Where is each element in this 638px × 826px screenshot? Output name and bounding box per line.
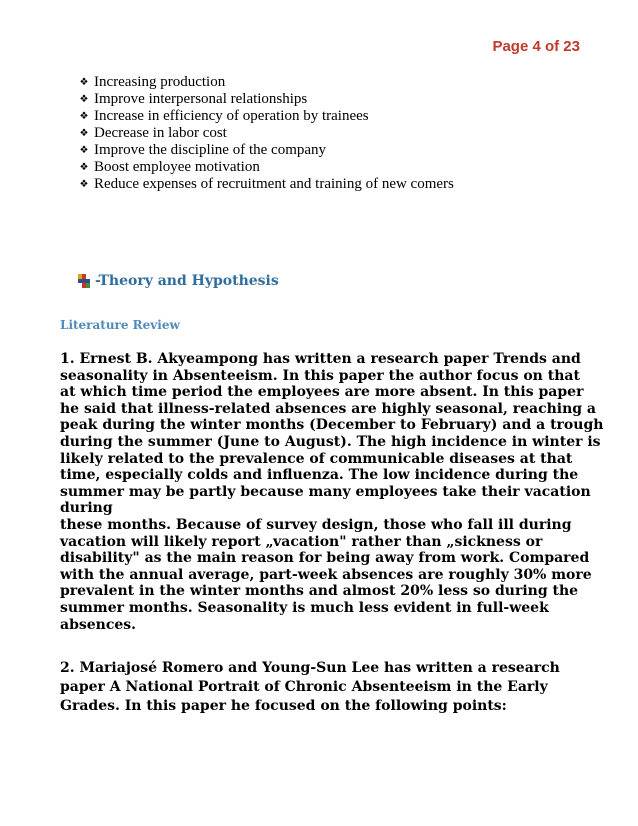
text-line: 2. Mariajosé Romero and Young-Sun Lee has written a research bbox=[60, 660, 560, 676]
diamond-bullet-icon: ❖ bbox=[79, 162, 89, 173]
text-line: during the summer (June to August). The high incidence in winter is bbox=[60, 433, 601, 450]
literature-review-heading: Literature Review bbox=[60, 318, 180, 332]
text-line: absences. bbox=[60, 616, 137, 633]
text-line: peak during the winter months (December to February) and a trough bbox=[60, 417, 604, 434]
paragraph-akyeampong bbox=[60, 351, 604, 633]
list-item-text: Improve interpersonal relationships bbox=[94, 91, 308, 107]
text-line: seasonality in Absenteeism. In this paper the author focus on that bbox=[60, 367, 580, 384]
list-item bbox=[78, 91, 454, 108]
text-line: prevalent in the winter months and almost 20% less so during the bbox=[60, 583, 579, 600]
page-number: Page 4 of 23 bbox=[492, 38, 580, 55]
text-line: vacation will likely report „vacation" rather than „sickness or bbox=[60, 533, 543, 550]
text-line: he said that illness-related absences are highly seasonal, reaching a bbox=[60, 400, 596, 417]
paragraph-romero-lee bbox=[60, 659, 600, 716]
list-item bbox=[78, 142, 454, 159]
list-item bbox=[78, 125, 454, 142]
list-item-text: Boost employee motivation bbox=[94, 159, 260, 175]
diamond-bullet-icon: ❖ bbox=[79, 77, 89, 88]
diamond-bullet-icon: ❖ bbox=[79, 145, 89, 156]
theory-heading-text: -Theory and Hypothesis bbox=[95, 273, 279, 289]
colored-square-bullet-icon bbox=[78, 274, 90, 288]
diamond-bullet-icon: ❖ bbox=[79, 179, 89, 190]
benefits-list bbox=[78, 74, 454, 193]
diamond-bullet-icon: ❖ bbox=[79, 128, 89, 139]
text-line: time, especially colds and influenza. The low incidence during the bbox=[60, 467, 579, 484]
list-item bbox=[78, 159, 454, 176]
text-line: paper A National Portrait of Chronic Absenteeism in the Early bbox=[60, 679, 548, 695]
text-line: likely related to the prevalence of communicable diseases at that bbox=[60, 450, 573, 467]
list-item-text: Decrease in labor cost bbox=[94, 125, 227, 141]
list-item-text: Improve the discipline of the company bbox=[94, 142, 327, 158]
text-line: with the annual average, part-week absences are roughly 30% more bbox=[60, 566, 592, 583]
text-line: these months. Because of survey design, those who fall ill during bbox=[60, 516, 572, 533]
text-line: summer may be partly because many employees take their vacation bbox=[60, 483, 591, 500]
text-line: at which time period the employees are more absent. In this paper bbox=[60, 384, 584, 401]
list-item bbox=[78, 74, 454, 91]
list-item-text: Reduce expenses of recruitment and training of new comers bbox=[94, 176, 454, 192]
list-item-text: Increasing production bbox=[94, 74, 226, 90]
text-line: disability" as the main reason for being away from work. Compared bbox=[60, 550, 590, 567]
text-line: during bbox=[60, 500, 113, 517]
list-item bbox=[78, 108, 454, 125]
diamond-bullet-icon: ❖ bbox=[79, 111, 89, 122]
text-line: summer months. Seasonality is much less evident in full-week bbox=[60, 599, 549, 616]
list-item bbox=[78, 176, 454, 193]
list-item-text: Increase in efficiency of operation by trainees bbox=[94, 108, 369, 124]
text-line: Grades. In this paper he focused on the following points: bbox=[60, 698, 507, 714]
diamond-bullet-icon: ❖ bbox=[79, 94, 89, 105]
text-line: 1. Ernest B. Akyeampong has written a research paper Trends and bbox=[60, 351, 581, 367]
theory-heading bbox=[78, 273, 279, 289]
